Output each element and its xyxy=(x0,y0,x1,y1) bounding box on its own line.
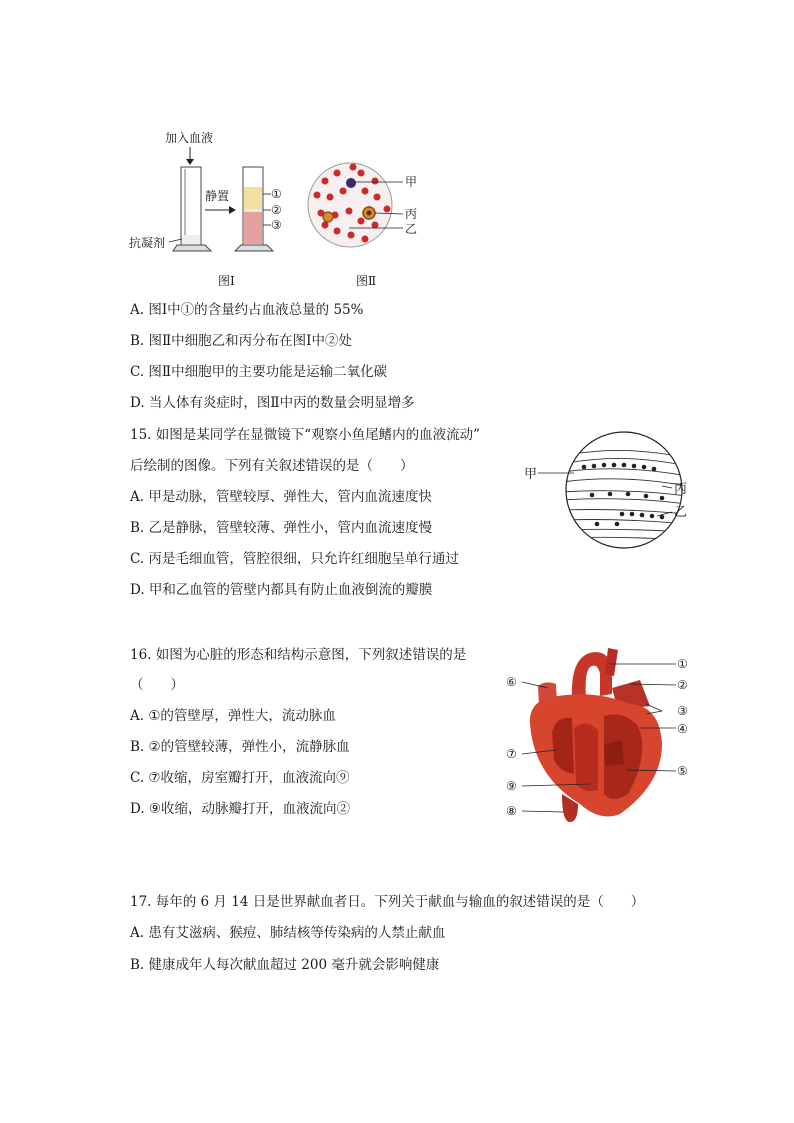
q16-stem-line1: 16. 如图为心脏的形态和结构示意图，下列叙述错误的是 xyxy=(130,647,467,663)
q14-option-c: C. 图Ⅱ中细胞甲的主要功能是运输二氧化碳 xyxy=(130,364,388,380)
heart-label-8: ⑧ xyxy=(506,804,517,818)
vessel-yi-label: 乙 xyxy=(674,505,688,520)
heart-label-2: ② xyxy=(677,678,688,692)
stand-label: 静置 xyxy=(205,189,230,203)
q14-option-b: B. 图Ⅱ中细胞乙和丙分布在图Ⅰ中②处 xyxy=(130,333,353,349)
heart-label-4: ④ xyxy=(677,722,688,736)
cell-yi-label: 乙 xyxy=(405,222,418,236)
anticoagulant-label: 抗凝剂 xyxy=(129,236,166,250)
q17-stem: 17. 每年的 6 月 14 日是世界献血者日。下列关于献血与输血的叙述错误的是（ ） xyxy=(130,894,645,910)
layer-1-label: ① xyxy=(271,187,282,201)
figure-heart xyxy=(500,644,700,826)
q15-option-d: D. 甲和乙血管的管壁内都具有防止血液倒流的瓣膜 xyxy=(130,582,433,598)
layer-2-label: ② xyxy=(271,203,282,217)
q17-option-b: B. 健康成年人每次献血超过 200 毫升就会影响健康 xyxy=(130,957,440,973)
vessel-bing-label: 丙 xyxy=(674,482,688,497)
figure-fish-tail-vessels xyxy=(522,428,697,553)
q16-option-c: C. ⑦收缩，房室瓣打开，血液流向⑨ xyxy=(130,770,350,786)
q15-option-b: B. 乙是静脉，管壁较薄、弹性小，管内血流速度慢 xyxy=(130,520,433,536)
white-blood-cell-a xyxy=(346,178,356,188)
heart-label-7: ⑦ xyxy=(506,747,517,761)
q15-stem-line2: 后绘制的图像。下列有关叙述错误的是（ ） xyxy=(130,458,414,474)
q17-option-a: A. 患有艾滋病、猴痘、肺结核等传染病的人禁止献血 xyxy=(130,925,446,941)
heart-label-5: ⑤ xyxy=(677,764,688,778)
q15-stem-line1: 15. 如图是某同学在显微镜下“观察小鱼尾鳍内的血液流动” xyxy=(130,427,481,443)
heart-label-1: ① xyxy=(677,657,688,671)
cell-jia-label: 甲 xyxy=(405,175,418,189)
q15-option-c: C. 丙是毛细血管，管腔很细，只允许红细胞呈单行通过 xyxy=(130,551,459,567)
heart-label-3: ③ xyxy=(677,704,688,718)
q14-option-a: A. 图Ⅰ中①的含量约占血液总量的 55% xyxy=(130,302,364,318)
heart-label-6: ⑥ xyxy=(506,675,517,689)
cell-bing-label: 丙 xyxy=(405,207,418,221)
layer-3-label: ③ xyxy=(271,218,282,232)
q14-option-d: D. 当人体有炎症时，图Ⅱ中丙的数量会明显增多 xyxy=(130,395,415,411)
q16-option-b: B. ②的管壁较薄，弹性小，流静脉血 xyxy=(130,739,350,755)
add-blood-label: 加入血液 xyxy=(165,131,214,145)
heart-label-9: ⑨ xyxy=(506,779,517,793)
q15-option-a: A. 甲是动脉，管壁较厚、弹性大，管内血流速度快 xyxy=(130,489,432,505)
q16-stem-line2: （ ） xyxy=(130,677,184,693)
figure-blood-tubes xyxy=(125,125,435,295)
q16-option-a: A. ①的管壁厚，弹性大，流动脉血 xyxy=(130,708,336,724)
figure-1-caption: 图Ⅰ xyxy=(218,274,235,288)
q16-option-d: D. ⑨收缩，动脉瓣打开，血液流向② xyxy=(130,801,351,817)
vessel-jia-label: 甲 xyxy=(524,467,538,482)
figure-2-caption: 图Ⅱ xyxy=(356,274,377,288)
